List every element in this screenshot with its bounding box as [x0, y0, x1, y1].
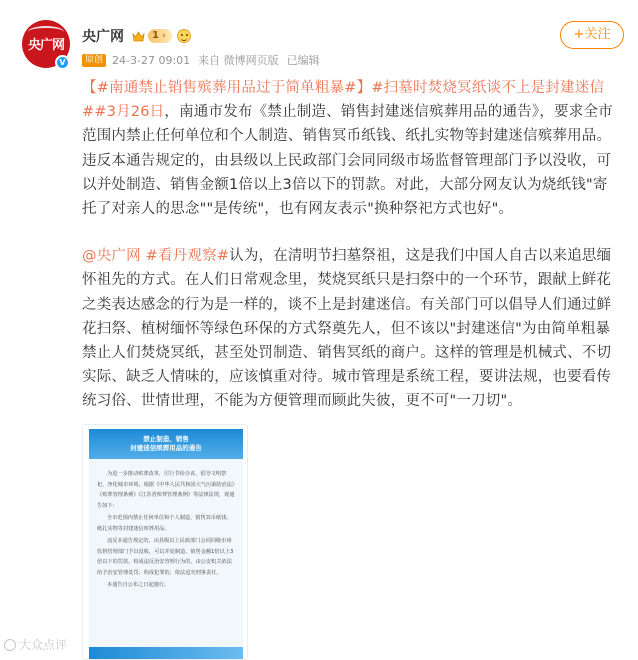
name-row	[82, 26, 191, 46]
bracket-open: 【	[82, 80, 97, 96]
notice-header	[89, 429, 243, 459]
notice-paragraph: 为进一步推动殡葬改革，厉行节俭办丧，倡导文明祭祀，净化城市环境，根据《中华人民共和国大气污染防治法》《殡葬管理条例》《江苏省殡葬管理条例》等法律法规，现通告如下：	[97, 471, 235, 509]
post-text	[82, 76, 622, 414]
watermark	[4, 636, 67, 653]
post-source: 来自 微博网页版	[198, 54, 279, 67]
post-meta	[82, 53, 320, 67]
notice-document	[89, 429, 243, 660]
post-body-text: ，南通市发布《禁止制造、销售封建迷信殡葬用品的通告》，要求全市范围内禁止任何单位和个人制造、销售冥币纸钱、纸扎实物等封建迷信殡葬用品。违反本通告规定的，由县级以上民政部门会同同级市场监督管理部门予以没收，可以并处制造、销售金额1倍以上3倍以下的罚款。对此，大部分网友认为烧纸钱"寄托了对亲人的思念""是传统"，也有网友表示"换种祭祀方式也好"。	[82, 104, 613, 218]
post-body-text: 认为，在清明节扫墓祭祖，这是我们中国人自古以来追思缅怀祖先的方式。在人们日常观念里，焚烧冥纸只是扫祭中的一个环节，跟献上鲜花之类表达感念的行为是一样的，谈不上是封建迷信。有关部门可以倡导人们通过鲜花扫祭、植树缅怀等绿色环保的方式祭奠先人，但不该以"封建迷信"为由简单粗暴禁止人们焚烧冥纸，甚至处罚制造、销售冥纸的商户。这样的管理是机械式、不切实际、缺乏人情味的，应该慎重对待。城市管理是系统工程，要讲法规，也要看传统习俗、世情世理，不能为方便管理而顾此失彼，更不可"一刀切"。	[82, 248, 612, 410]
bracket-close: 】	[356, 80, 372, 96]
notice-title-line2: 封建迷信殡葬用品的通告	[130, 444, 202, 452]
level-badge[interactable]	[148, 29, 172, 43]
original-tag: 原创	[82, 54, 106, 67]
hashtag-link[interactable]: #看丹观察#	[145, 248, 230, 265]
post-paragraph-1	[82, 76, 622, 221]
mention-link[interactable]: @央广网	[82, 248, 141, 265]
notice-body	[97, 469, 235, 593]
emoji-badge-icon[interactable]	[177, 29, 191, 43]
avatar-logo-text: 央广网	[27, 38, 64, 53]
notice-title-line1: 禁止制造、销售	[143, 435, 189, 443]
post-time[interactable]: 24-3-27 09:01	[112, 53, 191, 67]
notice-paragraph: 全市范围内禁止任何单位和个人制造、销售冥币纸钱、纸扎实物等封建迷信殡葬用品。	[97, 515, 232, 532]
edited-label[interactable]: 已编辑	[286, 54, 320, 67]
attached-image[interactable]	[82, 424, 248, 660]
hashtag-link[interactable]: #南通禁止销售殡葬用品过于简单粗暴#	[96, 80, 357, 96]
notice-paragraph: 本通告自公布之日起施行。	[107, 582, 170, 588]
chevron-right-icon: ›	[161, 31, 166, 41]
hashtag-link[interactable]: #3月26日	[94, 104, 165, 121]
user-name[interactable]: 央广网	[82, 29, 124, 45]
hashtag-link[interactable]: #扫墓时焚烧冥纸谈不上是封建迷信#	[82, 80, 605, 121]
watermark-logo-icon	[4, 639, 16, 651]
level-number: 1	[152, 30, 159, 41]
watermark-text: 大众点评	[19, 638, 68, 652]
notice-footer-band	[89, 647, 243, 660]
verified-icon: V	[55, 55, 70, 70]
post-paragraph-2	[82, 244, 622, 413]
crown-icon[interactable]	[132, 31, 145, 42]
notice-paragraph: 违反本通告规定的，由县级以上民政部门会同同级市场监督管理部门予以没收，可以并处制造、销售金额1倍以上3倍以下的罚款。构成违反治安管理行为的，由公安机关依法给予治安管理处罚；构成犯罪的，依法追究刑事责任。	[97, 538, 234, 576]
follow-button[interactable]: +关注	[560, 21, 624, 49]
